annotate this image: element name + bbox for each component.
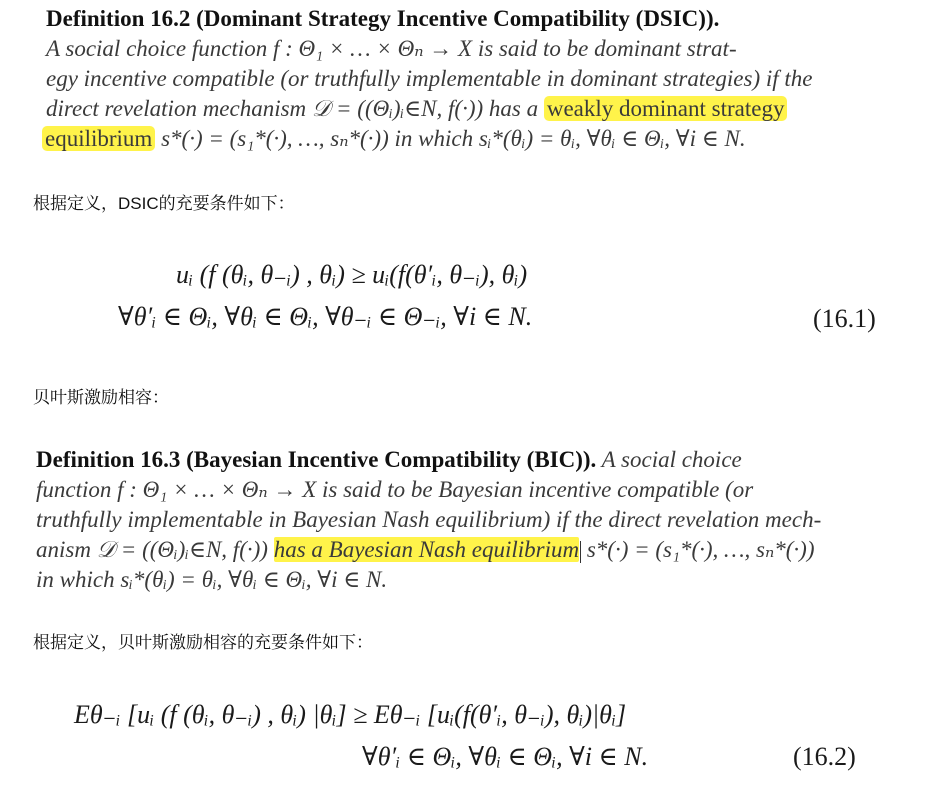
definition-16-3-line-3-tail: s*(·) = (s₁*(·), …, sₙ*(·)) [581,537,815,562]
definition-16-3-title-tail: A social choice [596,447,742,472]
equation-16-1-line-2: ∀θ′ᵢ ∈ Θᵢ, ∀θᵢ ∈ Θᵢ, ∀θ₋ᵢ ∈ Θ₋ᵢ, ∀i ∈ N. [118,302,533,331]
definition-16-3-line-3 [36,535,821,565]
definition-16-3-title: Definition 16.3 (Bayesian Incentive Compatibility (BIC)). [36,447,597,472]
definition-16-2-line-3-text: direct revelation mechanism 𝒟 = ((Θᵢ)ᵢ∈N, f(·)) has a [46,96,544,121]
definition-16-2-line-1: A social choice function f : Θ₁ × … × Θₙ → X is said to be dominant strat- [46,36,737,61]
definition-16-2-line-3 [46,94,813,124]
equation-16-2-line-2: ∀θ′ᵢ ∈ Θᵢ, ∀θᵢ ∈ Θᵢ, ∀i ∈ N. [362,742,649,771]
equation-16-1-number: (16.1) [813,304,876,333]
definition-16-3-title-line [36,445,821,475]
definition-16-2-line-4 [42,124,813,154]
note-bic-condition: 根据定义，贝叶斯激励相容的充要条件如下： [33,633,373,652]
note-dsic-condition: 根据定义，DSIC的充要条件如下： [33,194,295,213]
definition-16-3-line-2: truthfully implementable in Bayesian Nash equilibrium) if the direct revelation mech- [36,507,822,532]
definition-16-2-title: Definition 16.2 (Dominant Strategy Incentive Compatibility (DSIC)). [46,6,720,31]
note-bayesian-ic: 贝叶斯激励相容： [33,388,169,407]
definition-16-3-line-1: function f : Θ₁ × … × Θₙ → X is said to be Bayesian incentive compatible (or [36,477,754,502]
highlight-weakly-dominant-strategy: weakly dominant strategy [544,96,788,121]
equation-16-2-number: (16.2) [793,742,856,771]
definition-16-2-line-2: egy incentive compatible (or truthfully implementable in dominant strategies) if the [46,66,813,91]
definition-16-2 [46,4,813,154]
definition-16-2-line-4-text: s*(·) = (s₁*(·), …, sₙ*(·)) in which sᵢ*(θᵢ) = θᵢ, ∀θᵢ ∈ Θᵢ, ∀i ∈ N. [155,126,746,151]
equation-16-2-line-1: Eθ₋ᵢ [uᵢ (f (θᵢ, θ₋ᵢ) , θᵢ) |θᵢ] ≥ Eθ₋ᵢ [uᵢ(f(θ′ᵢ, θ₋ᵢ), θᵢ)|θᵢ] [74,700,627,729]
highlight-bayesian-nash-equilibrium: has a Bayesian Nash equilibrium [273,537,580,562]
definition-16-3-line-4: in which sᵢ*(θᵢ) = θᵢ, ∀θᵢ ∈ Θᵢ, ∀i ∈ N. [36,567,388,592]
equation-16-1-line-1: uᵢ (f (θᵢ, θ₋ᵢ) , θᵢ) ≥ uᵢ(f(θ′ᵢ, θ₋ᵢ), θᵢ) [176,260,528,289]
definition-16-3-line-3-text: anism 𝒟 = ((Θᵢ)ᵢ∈N, f(·)) [36,537,274,562]
definition-16-3 [36,445,821,595]
highlight-equilibrium: equilibrium [42,126,155,151]
